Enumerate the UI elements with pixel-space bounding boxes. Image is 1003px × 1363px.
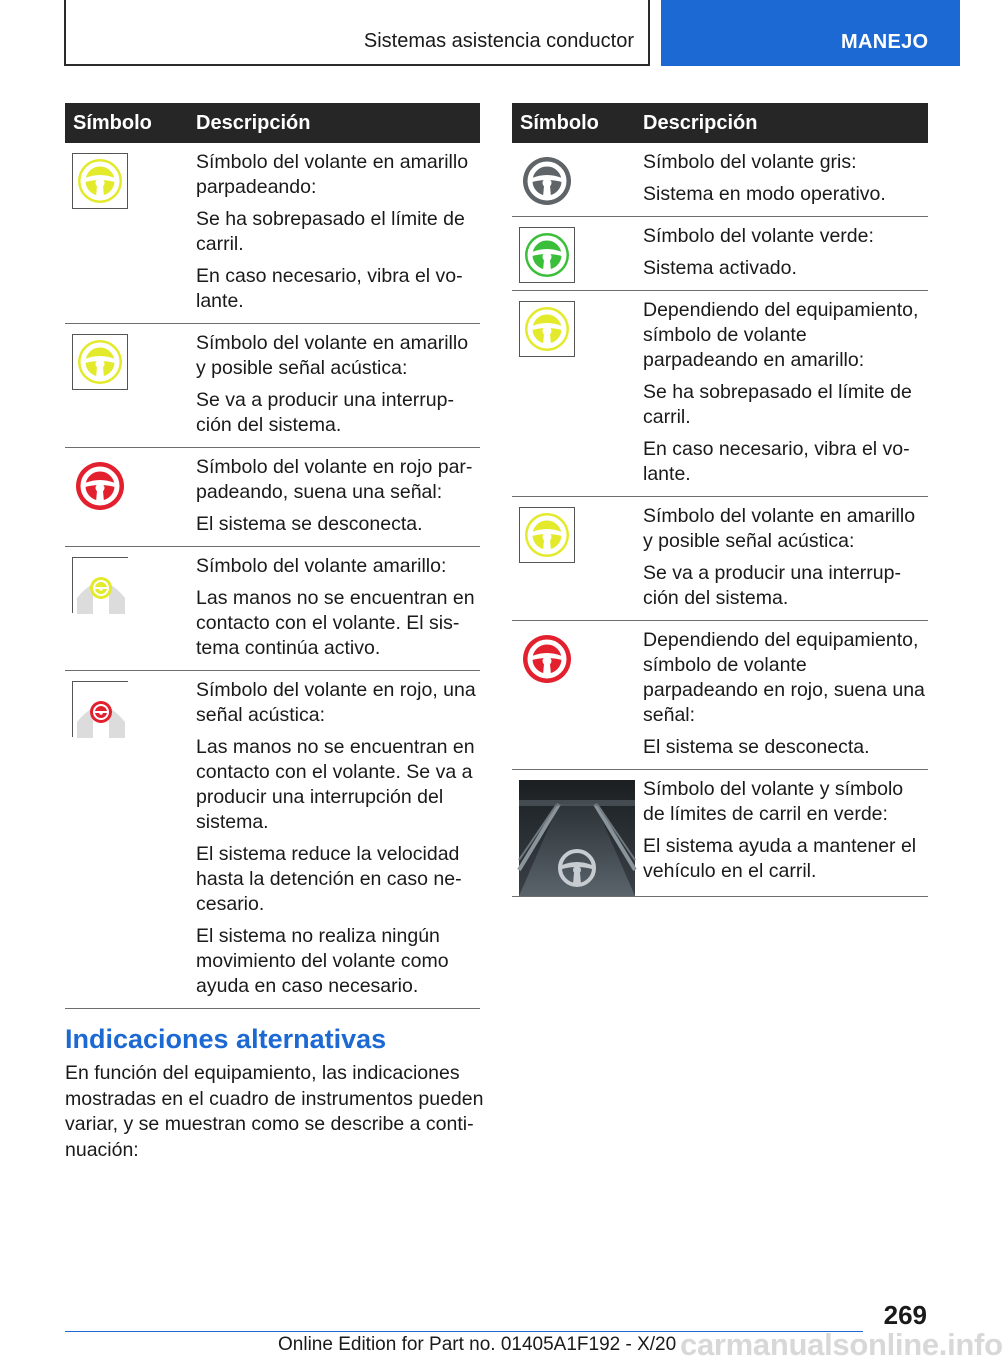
description-text: En caso necesario, vibra el volante. — [643, 438, 910, 485]
table-row — [512, 770, 928, 897]
column-header-symbol: Símbolo — [65, 103, 188, 143]
description-text: Símbolo del volante en amarillo y posible señal acústica: — [643, 505, 916, 552]
steering-wheel-red-icon — [75, 461, 125, 511]
footer-edition: Online Edition for Part no. 01405A1F192 - X/20 — [278, 1334, 677, 1355]
section-body: En función del equipamiento, las indicaciones mostradas en el cuadro de instrumentos pueden variar, y se muestran como se describe a continuación: — [65, 1062, 484, 1161]
description-text: Sistema en modo operativo. — [643, 183, 886, 205]
description-text: Símbolo del volante en amarillo parpadeando: — [196, 151, 469, 198]
table-row — [512, 291, 928, 497]
description-text: Las manos no se encuentran en contacto con el volante. El sistema continúa activo. — [196, 587, 475, 659]
description-text: Dependiendo del equipamiento, símbolo de volante parpadeando en amarillo: — [643, 299, 919, 371]
steering-wheel-gray-icon — [522, 156, 572, 206]
steering-wheel-yellow-icon — [524, 512, 570, 558]
lane-limits-display-icon — [519, 780, 635, 896]
column-header-description: Descripción — [188, 103, 480, 143]
table-row — [512, 217, 928, 291]
header-tab-manejo[interactable] — [661, 0, 960, 66]
table-header-row — [512, 103, 928, 143]
description-text: Símbolo del volante en amarillo y posible señal acústica: — [196, 332, 469, 379]
description-text: Símbolo del volante verde: — [643, 225, 874, 247]
hands-on-wheel-red-icon — [73, 682, 129, 738]
description-text: Se va a producir una interrupción del sistema. — [643, 562, 901, 609]
hands-on-wheel-yellow-icon — [73, 558, 129, 614]
steering-wheel-green-icon — [524, 232, 570, 278]
header-tab-label: MANEJO — [841, 31, 929, 53]
table-header-row — [65, 103, 480, 143]
table-row — [65, 547, 480, 671]
table-row — [512, 621, 928, 770]
symbol-table-left — [65, 103, 480, 1009]
steering-wheel-yellow-icon — [77, 158, 123, 204]
description-text: Se ha sobrepasado el límite de carril. — [643, 381, 912, 428]
symbol-table-right — [512, 103, 928, 897]
description-text: Símbolo del volante en rojo parpadeando, suena una señal: — [196, 456, 473, 503]
steering-wheel-yellow-icon — [77, 339, 123, 385]
description-text: El sistema se desconecta. — [196, 513, 423, 535]
description-text: En caso necesario, vibra el volante. — [196, 265, 463, 312]
footer-watermark: carmanualsonline.info — [680, 1327, 1003, 1362]
section-title: Indicaciones alternativas — [65, 1024, 387, 1054]
description-text: Las manos no se encuentran en contacto con el volante. Se va a producir una interrupción del sistema. — [196, 736, 475, 833]
description-text: Se va a producir una interrupción del sistema. — [196, 389, 454, 436]
description-text: Dependiendo del equipamiento, símbolo de volante parpadeando en rojo, suena una señal: — [643, 629, 925, 726]
page-number: 269 — [883, 1300, 927, 1330]
description-text: El sistema ayuda a mantener el vehículo en el carril. — [643, 835, 917, 882]
description-text: Sistema activado. — [643, 257, 797, 279]
description-text: Símbolo del volante en rojo, una señal acústica: — [196, 679, 476, 726]
description-text: El sistema reduce la velocidad hasta la detención en caso necesario. — [196, 843, 462, 915]
column-header-symbol: Símbolo — [512, 103, 635, 143]
table-row — [65, 143, 480, 324]
description-text: Símbolo del volante y símbolo de límites de carril en verde: — [643, 778, 904, 825]
steering-wheel-red-icon — [522, 634, 572, 684]
table-row — [65, 324, 480, 448]
steering-wheel-yellow-icon — [524, 306, 570, 352]
header-box — [64, 0, 650, 66]
table-row — [65, 448, 480, 547]
header-title: Sistemas asistencia conductor — [363, 30, 634, 52]
table-row — [512, 143, 928, 217]
description-text: El sistema se desconecta. — [643, 736, 870, 758]
table-row — [512, 497, 928, 621]
description-text: El sistema no realiza ningún movimiento del volante como ayuda en caso necesario. — [196, 925, 449, 997]
description-text: Símbolo del volante gris: — [643, 151, 857, 173]
column-header-description: Descripción — [635, 103, 928, 143]
table-row — [65, 671, 480, 1009]
description-text: Símbolo del volante amarillo: — [196, 555, 447, 577]
description-text: Se ha sobrepasado el límite de carril. — [196, 208, 465, 255]
